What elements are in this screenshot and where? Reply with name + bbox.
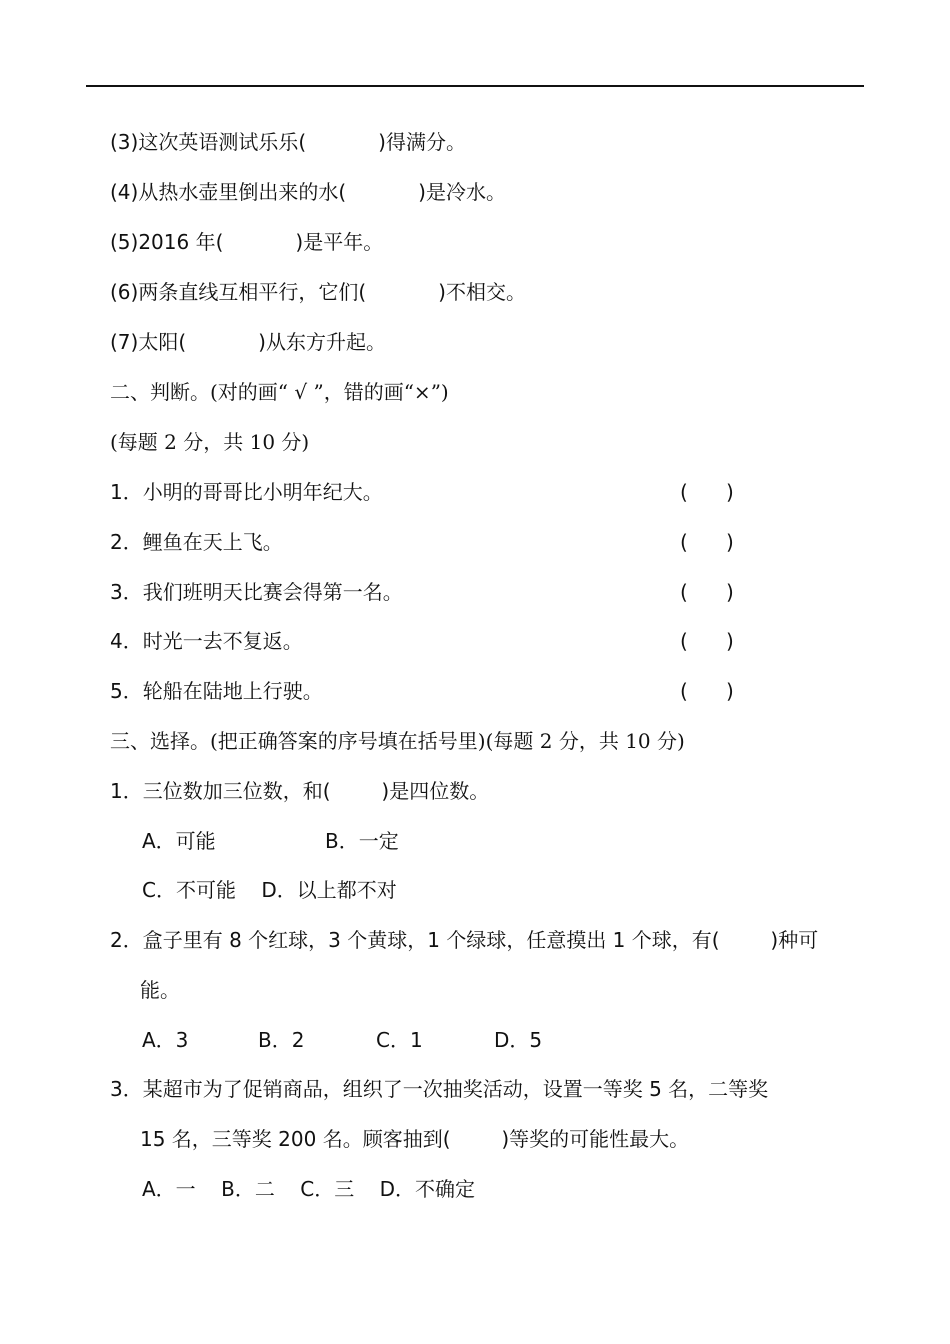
- answer-parens[interactable]: ( ): [680, 679, 734, 703]
- fill-item-3-before: (3)这次英语测试乐乐(: [110, 130, 307, 154]
- choice-q2-option-c[interactable]: C．1: [376, 1028, 423, 1052]
- item-number: 1．: [110, 480, 143, 504]
- item-text: 小明的哥哥比小明年纪大。: [142, 480, 383, 504]
- choice-q1-option-a[interactable]: A．可能: [142, 829, 216, 853]
- item-text: 我们班明天比赛会得第一名。: [142, 580, 403, 604]
- choice-q2-line2: 能。: [140, 978, 180, 1002]
- choice-q2-option-b[interactable]: B．2: [258, 1028, 305, 1052]
- choice-q3-line2: 15 名，三等奖 200 名。顾客抽到( )等奖的可能性最大。: [140, 1127, 690, 1151]
- choice-q3-options[interactable]: A．一 B．二 C．三 D．不确定: [142, 1177, 476, 1201]
- fill-item-3: [110, 128, 466, 156]
- judge-item-2: [110, 528, 283, 556]
- answer-parens[interactable]: ( ): [680, 480, 734, 504]
- judge-item-3: [110, 578, 403, 606]
- section-2-scoring: (每题 2 分，共 10 分): [110, 430, 310, 454]
- fill-item-4: [110, 178, 506, 206]
- fill-item-4-after: )是冷水。: [418, 180, 506, 204]
- item-number: 3．: [110, 580, 143, 604]
- answer-parens[interactable]: ( ): [680, 580, 734, 604]
- fill-item-6-after: )不相交。: [438, 280, 526, 304]
- item-text: 时光一去不复返。: [142, 629, 303, 653]
- fill-item-3-after: )得满分。: [378, 130, 466, 154]
- choice-q2-line1: 2．盒子里有 8 个红球，3 个黄球，1 个绿球，任意摸出 1 个球，有( )种可: [110, 928, 819, 952]
- choice-q2-option-a[interactable]: A．3: [142, 1028, 189, 1052]
- item-number: 4．: [110, 629, 143, 653]
- item-number: 2．: [110, 530, 143, 554]
- fill-item-5: [110, 228, 383, 256]
- fill-item-7-before: (7)太阳(: [110, 330, 187, 354]
- choice-q1-option-b[interactable]: B．一定: [325, 829, 399, 853]
- fill-item-5-after: )是平年。: [295, 230, 384, 254]
- choice-q3-line1: 3．某超市为了促销商品，组织了一次抽奖活动，设置一等奖 5 名，二等奖: [110, 1077, 769, 1101]
- judge-item-4: [110, 627, 303, 655]
- item-text: 鲤鱼在天上飞。: [142, 530, 283, 554]
- item-number: 5．: [110, 679, 143, 703]
- fill-item-5-before: (5)2016 年(: [110, 230, 224, 254]
- header-rule: [86, 85, 864, 87]
- choice-q1-options-cd[interactable]: C．不可能 D．以上都不对: [142, 878, 397, 902]
- fill-item-7-after: )从东方升起。: [258, 330, 386, 354]
- fill-item-6: [110, 278, 526, 306]
- answer-parens[interactable]: ( ): [680, 530, 734, 554]
- fill-item-6-before: (6)两条直线互相平行，它们(: [110, 280, 367, 304]
- fill-item-7: [110, 328, 386, 356]
- judge-item-1: [110, 478, 383, 506]
- section-3-title: 三、选择。(把正确答案的序号填在括号里)(每题 2 分，共 10 分): [110, 729, 685, 753]
- answer-parens[interactable]: ( ): [680, 629, 734, 653]
- judge-item-5: [110, 677, 323, 705]
- choice-q2-option-d[interactable]: D．5: [494, 1028, 543, 1052]
- choice-q1: 1．三位数加三位数，和( )是四位数。: [110, 779, 490, 803]
- section-2-title: 二、判断。(对的画“ √ ”，错的画“×”): [110, 380, 449, 404]
- item-text: 轮船在陆地上行驶。: [142, 679, 323, 703]
- fill-item-4-before: (4)从热水壶里倒出来的水(: [110, 180, 347, 204]
